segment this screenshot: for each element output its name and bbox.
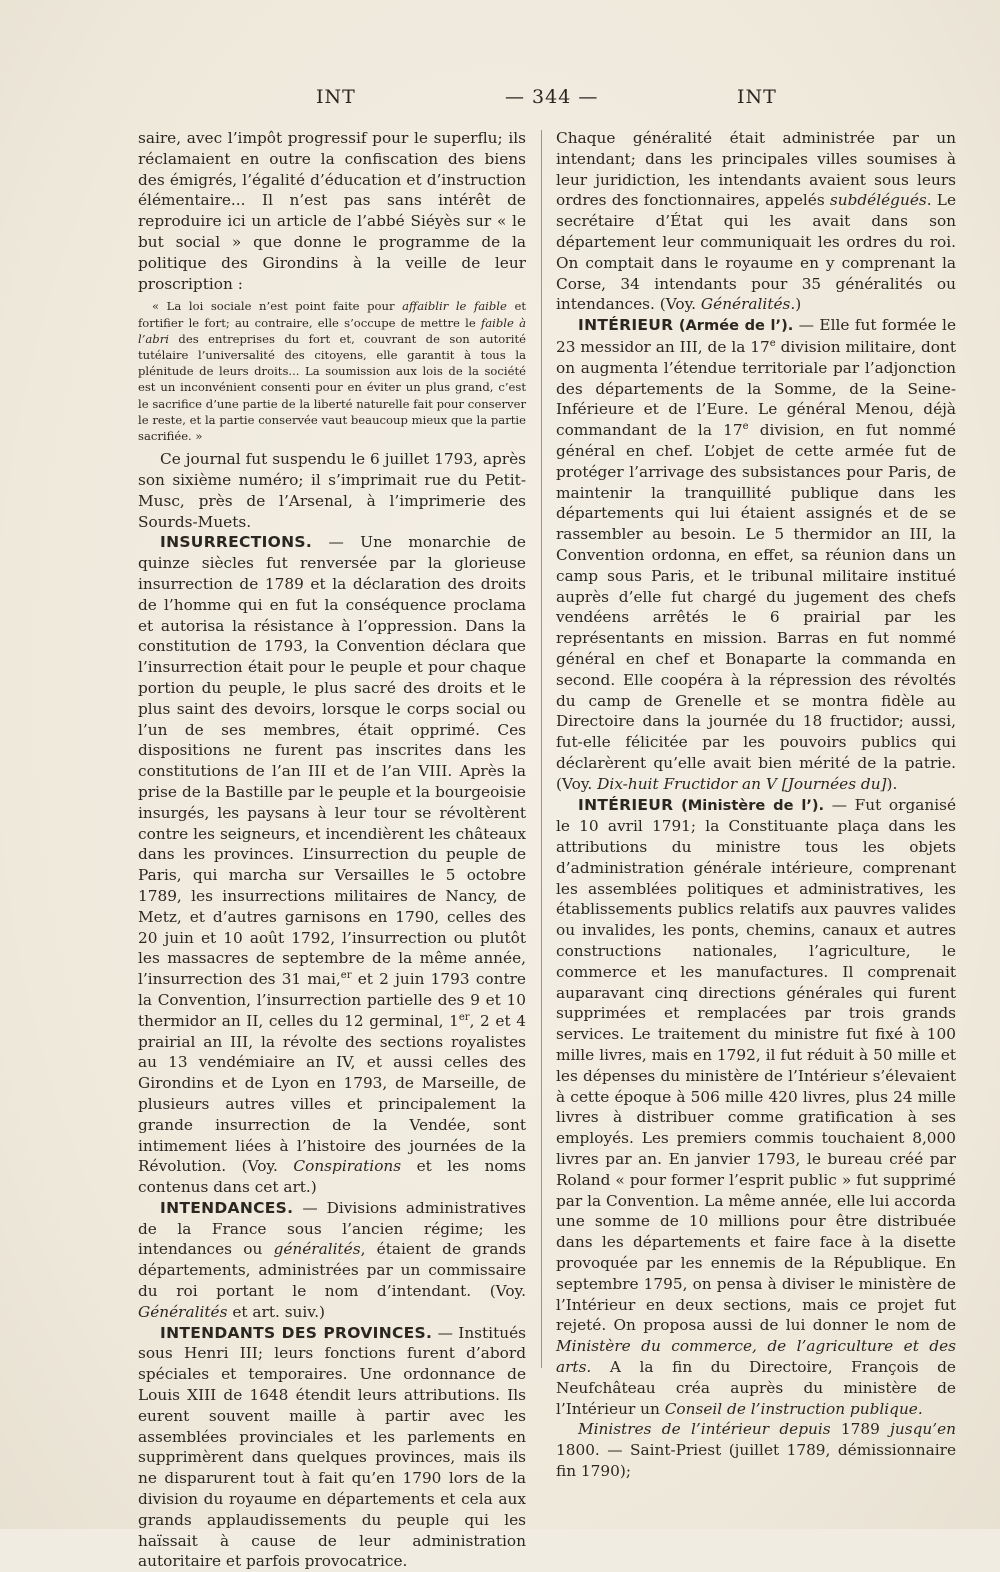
entry-italic: généralités — [273, 1240, 361, 1259]
quote-text: et fortifier le fort; au contraire, elle s’occupe de mettre le — [138, 299, 527, 330]
entry-text: A la fin du Directoire, François de Neufchâteau créa auprès du ministère de l’Intérieur un — [556, 1358, 956, 1418]
header-left: INT — [316, 86, 356, 108]
paragraph-text: ) — [795, 295, 802, 314]
entry-italic: Ministres de l’intérieur depuis — [578, 1420, 831, 1439]
left-column — [138, 128, 526, 1572]
entry-italic: Conseil de l’instruction publique. — [664, 1399, 923, 1418]
entry-text: — Institués sous Henri III; leurs fonctions furent d’abord spéciales et temporaires. Une ordonnance de Louis XIII de 1648 étendit leurs attributions. Ils eurent souvent maille à partir avec les assemblées provinciales et les parlements en supprimèrent dans quelques provinces, mais ils ne disparurent tout à fait qu’en 1790 lors de la division du royaume en départements et cela aux grands applaudissements du peuple qui les haïssait à cause de leur administration autoritaire et parfois provocatrice. — [138, 1323, 526, 1571]
entry-insurrections: INSURRECTIONS. — Une monarchie de quinze siècles fut renversée par la glorieuse insurrection de 1789 et la déclaration des droits de l’homme qui en fut la conséquence proclama et autorisa la résistance à l’oppression. Dans la constitution de 1793, la Convention déclara que l’insurrection était pour le peuple et pour chaque portion du peuple, le plus sacré des droits et le plus saint des devoirs, lorsque le corps social ou l’un de ses membres, était opprimé. Ces dispositions ne furent pas inscrites dans les constitutions de l’an III et de l’an VIII. Après la prise de la Bastille par le peuple et la bourgeoisie insurgés, les paysans à leur tour se révoltèrent contre les seigneurs, et incendièrent les châteaux dans les provinces. L’insurrection du peuple de Paris, qui marcha sur Versailles le 5 octobre 1789, les insurrections militaires de Nancy, de Metz, et d’autres garnisons en 1790, celles des 20 juin et 10 août 1792, l’insurrection ou plutôt les massacres de septembre de la même année, l’insurrection des 31 mai,$^{er}$ et 2 juin 1793 contre la Convention, l’insurrection partielle des 9 et 10 thermidor an II, celles du 12 germinal, 1er, 2 et 4 prairial an III, la révolte des sections royalistes au 13 vendémiaire an IV, et aussi celles des Girondins et de Lyon en 1793, de Marseille, de plusieurs autres villes et principalement la grande insurrection de la Vendée, sont intimement liées à l’histoire des journées de la Révolution. (Voy. Conspirations et les noms contenus dans cet art.) — [138, 533, 526, 1197]
entry-ministres-list — [556, 1419, 956, 1481]
page-number: — 344 — — [505, 86, 599, 108]
quote-text: des entreprises du fort et, couvrant de son autorité tutélaire l’universalité des citoyens, elle garantit à tous la plénitude de leurs droits... La soumission aux lois de la société est un inconvénient consenti pour en éviter un plus grand, c’est le sacrifice d’une partie de la liberté naturelle fait pour conserver le reste, et la partie conservée vaut beaucoup mieux que la partie sacrifiée. » — [138, 331, 526, 443]
paragraph-italic: Généralités. — [700, 295, 796, 314]
quote-italic: affaiblir le faible — [402, 299, 507, 314]
entry-text: — Une monarchie de quinze siècles fut renversée par la glorieuse insurrection de 1789 et la déclaration des droits de l’homme qui en fut la conséquence proclama et autorisa la résistance à l’oppression. Dans la constitution de 1793, la Convention déclara que l’insurrection était pour le peuple et pour chaque portion du peuple, le plus sacré des droits et le plus saint des devoirs, lorsque le corps social ou l’un de ses membres, était opprimé. Ces dispositions ne furent pas inscrites dans les constitutions de l’an III et de l’an VIII. Après la prise de la Bastille par le peuple et la bourgeoisie insurgés, les paysans à leur tour se révoltèrent contre les seigneurs, et incendièrent les châteaux dans les provinces. L’insurrection du peuple de Paris, qui marcha sur Versailles le 5 octobre 1789, les insurrections militaires de Nancy, de Metz, et d’autres garnisons en 1790, celles des 20 juin et 10 août 1792, l’insurrection ou plutôt les massacres de septembre de la même année, l’insurrection des 31 mai, — [138, 533, 526, 989]
entry-text: 1789 — [840, 1420, 880, 1439]
entry-subheading: (Armée de l’). — [678, 317, 794, 335]
entry-text: division militaire, dont on augmenta l’étendue territoriale par l’adjonction des départements de la Somme, de la Seine-Inférieure et de l’Eure. Le général Menou, déjà commandant de la 17 — [556, 337, 956, 440]
entry-text: 1800. — Saint-Priest (juillet 1789, démissionnaire fin 1790); — [556, 1441, 956, 1480]
entry-text: et 2 juin 1793 contre la Convention, l’insurrection partielle des 9 et 10 thermidor an II, celles du 12 germinal, — [138, 970, 526, 1030]
entry-text: — Divisions administratives de la France sous l’ancien régime; les intendances ou — [138, 1198, 526, 1259]
paragraph-continued: saire, avec l’impôt progressif pour le superflu; ils réclamaient en outre la confiscation des biens des émigrés, l’égalité d’éducation et d’instruction élémentaire... Il n’est pas sans intérêt de reproduire ici un article de l’abbé Siéyès sur « le but social » que donne le programme de la politique des Girondins à la veille de leur proscription : — [138, 129, 526, 293]
entry-text: et art. suiv.) — [232, 1302, 325, 1321]
superscript: e — [742, 421, 749, 433]
superscript: e — [769, 337, 776, 349]
entry-text: — Fut organisé le 10 avril 1791; la Constituante plaça dans les attributions du ministre tous les objets d’administration générale intérieure, comprenant les assemblées politiques et administratives, les établissements publics relatifs aux pauvres valides ou invalides, les ponts, chemins, canaux et autres constructions nationales, l’agriculture, le commerce et les manufactures. Il comprenait auparavant cinq directions générales qui furent supprimées et remplacées par trois grands services. Le traitement du ministre fut fixé à 100 mille livres, mais en 1792, il fut réduit à 50 mille et les dépenses du ministère de l’Intérieur s’élevaient à cette époque à 506 mille 420 livres, plus 24 mille livres à distribuer comme gratification à ses employés. Les premiers commis touchaient 8,000 livres par an. En janvier 1793, le bureau créé par Roland « pour former l’esprit public » fut supprimé par la Convention. La même année, elle lui accorda une somme de 10 millions pour être distribuée dans les départements et faire face à la disette provoquée par les ennemis de la République. En septembre 1795, on pensa à diviser le ministère de l’Intérieur en deux sections, mais ce projet fut rejeté. On proposa aussi de lui donner le nom de — [556, 795, 956, 1335]
entry-text: , 2 et 4 prairial an III, la révolte des sections royalistes au 13 vendémiaire an IV, et aussi celles des Girondins et de Lyon en 1793, de Marseille, de plusieurs autres villes et principalement la grande insurrection de la Vendée, sont intimement liées à l’histoire des journées de la Révolution. (Voy. — [138, 1011, 526, 1176]
entry-text: , étaient de grands départements, administrées par un commissaire du roi portant le nom d’intendant. (Voy. — [138, 1240, 526, 1301]
entry-intendances — [138, 1198, 526, 1323]
running-header — [120, 86, 820, 116]
entry-text: et les noms contenus dans cet art.) — [138, 1157, 526, 1197]
paragraph: Ce journal fut suspendu le 6 juillet 1793, après son sixième numéro; il s’imprimait rue du Petit-Musc, près de l’Arsenal, à l’imprimerie des Sourds-Muets. — [138, 450, 526, 531]
entry-heading: INTÉRIEUR — [578, 316, 674, 335]
header-right: INT — [737, 86, 777, 108]
entry-italic: Ministère du commerce, de l’agriculture et des arts. — [556, 1337, 956, 1377]
right-column — [556, 128, 956, 1482]
entry-heading: INTÉRIEUR — [578, 795, 674, 814]
entry-armee-interieur — [556, 315, 956, 794]
entry-italic: Conspirations — [293, 1157, 402, 1176]
paragraph-text: . Le secrétaire d’État qui les avait dans son département leur communiquait les ordres du roi. On comptait dans le royaume en y comprenant la Corse, 34 intendants pour 35 généralités ou intendances. (Voy. — [556, 191, 956, 314]
sieyes-quote — [138, 298, 526, 444]
entry-heading: INTENDANCES. — [160, 1198, 294, 1217]
entry-text: — Elle fut formée le 23 messidor an III, de la 17 — [556, 316, 957, 356]
column-divider — [541, 130, 542, 1368]
entry-italic: Dix-huit Fructidor an V [Journées du] — [597, 774, 887, 793]
entry-italic: Généralités — [138, 1302, 228, 1321]
entry-text: division, en fut nommé général en chef. L’objet de cette armée fut de protéger l’arrivage des subsistances pour Paris, de maintenir la tranquillité publique dans les départements qui lui étaient assignés et de se rassembler au besoin. Le 5 thermidor an III, la Convention ordonna, en effet, sa réunion dans un camp sous Paris, et le tribunal militaire institué auprès d’elle fut chargé du jugement des chefs vendéens arrêtés le 6 prairial par les représentants en mission. Barras en fut nommé général en chef et Bonaparte la commanda en second. Elle coopéra à la répression des révoltés du camp de Grenelle et se montra fidèle au Directoire dans la journée du 18 fructidor; aussi, fut-elle félicitée par les pouvoirs publics qui déclarèrent qu’elle avait bien mérité de la patrie. (Voy. — [556, 421, 956, 793]
entry-heading: INSURRECTIONS. — [160, 533, 313, 552]
entry-ministere-interieur — [556, 795, 956, 1420]
paragraph-generalites — [556, 128, 956, 315]
quote-italic: faible à l’abri — [138, 315, 527, 346]
superscript: er — [340, 970, 352, 982]
superscript: er — [458, 1011, 470, 1023]
paragraph-text: Chaque généralité était administrée par un intendant; dans les principales villes soumises à leur juridiction, les intendants avaient sous leurs ordres des fonctionnaires, appelés — [556, 129, 956, 210]
entry-text: ). — [886, 774, 898, 793]
quote-text: « La loi sociale n’est point faite pour — [152, 299, 395, 314]
entry-heading: INTENDANTS DES PROVINCES. — [160, 1323, 433, 1342]
entry-italic: jusqu’en — [890, 1420, 956, 1439]
entry-intendants — [138, 1323, 526, 1572]
paragraph-italic: subdélégués — [829, 191, 927, 210]
entry-subheading: (Ministère de l’). — [681, 796, 825, 814]
